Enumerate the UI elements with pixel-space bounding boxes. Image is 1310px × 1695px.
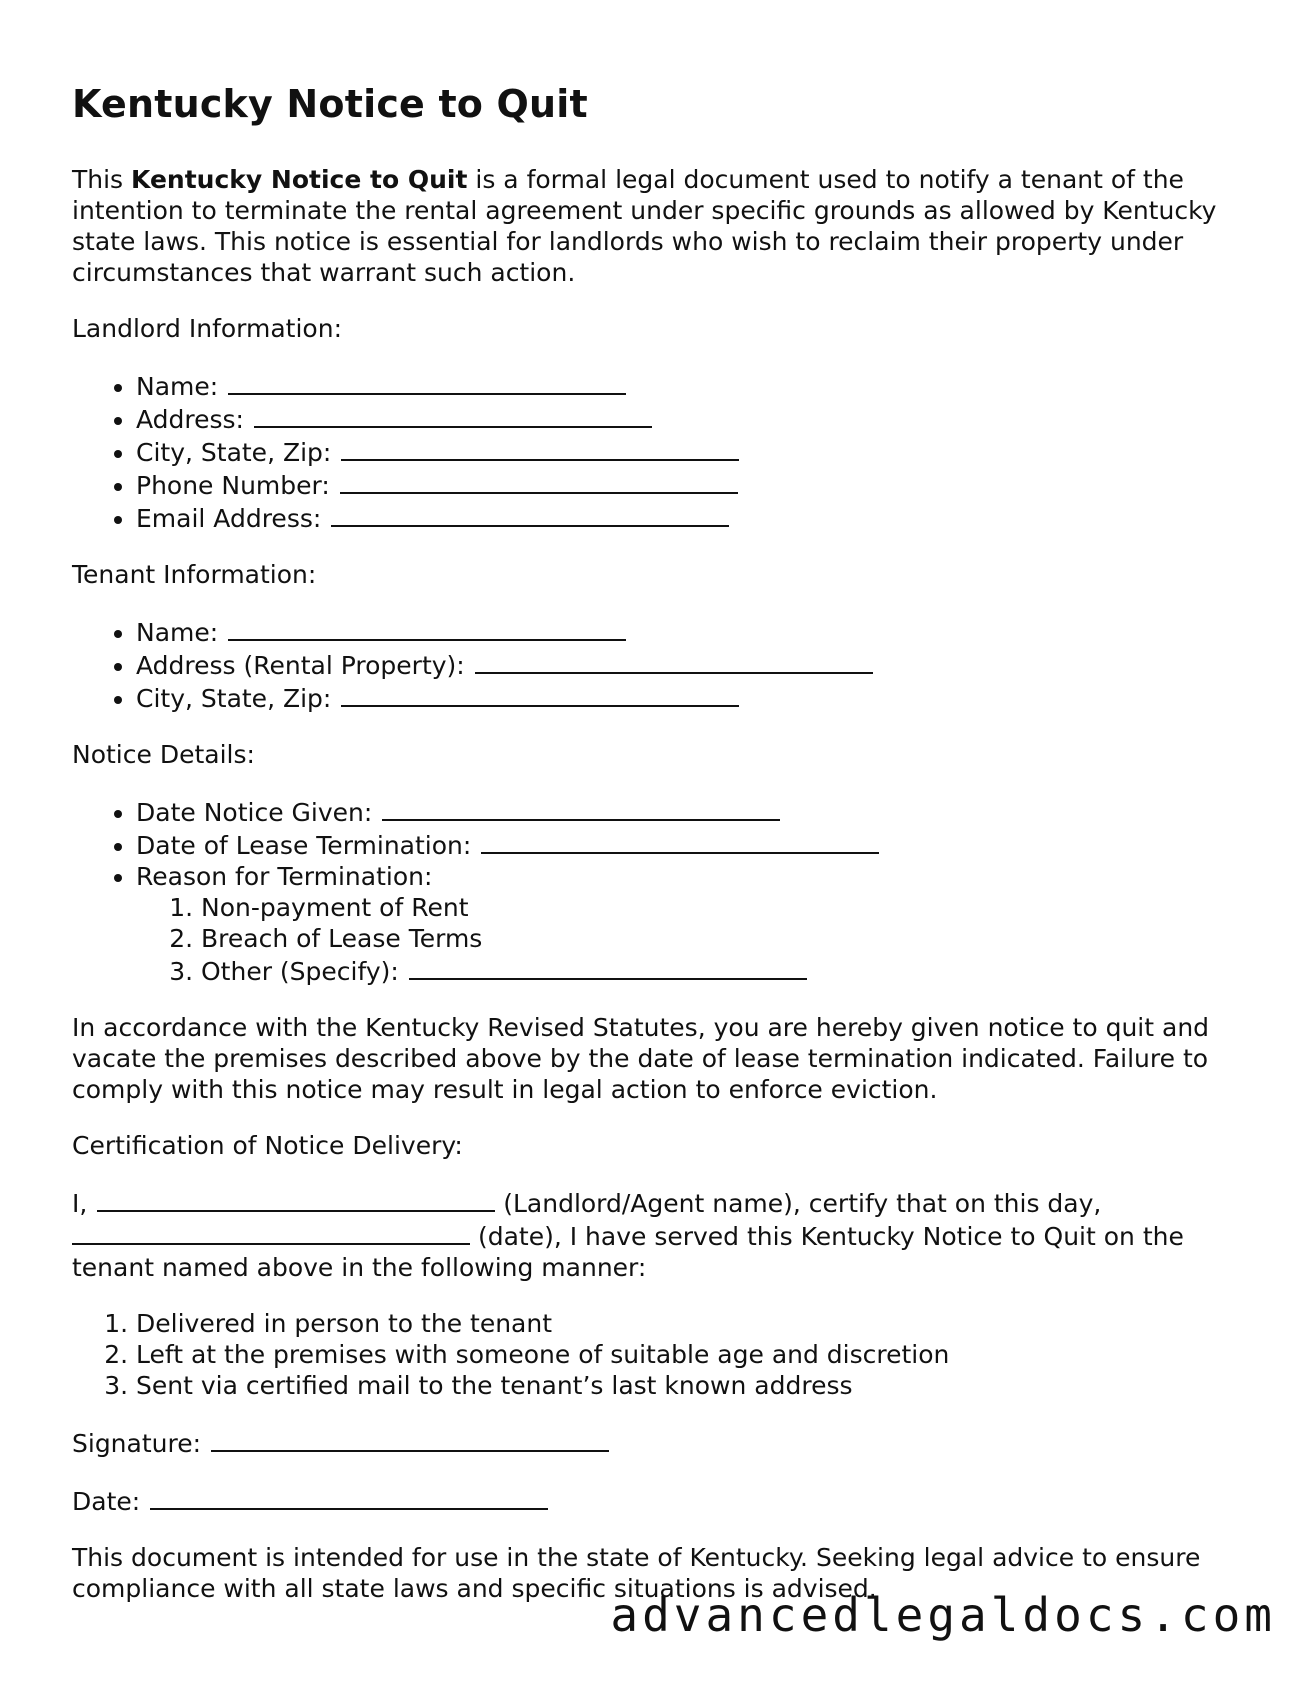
reason-for-termination: • Reason for Termination: 1. Non-payment of Rent 2. Breach of Lease Terms 3. Other (Specify): [136,861,1242,987]
intro-prefix: This [72,165,132,194]
blank-line[interactable] [228,615,626,641]
intro-bold: Kentucky Notice to Quit [131,165,468,194]
delivery-method-item: 2. Left at the premises with someone of suitable age and discretion [136,1339,1242,1370]
signature-field[interactable]: Signature: [72,1426,1242,1459]
tenant-heading: Tenant Information: [72,560,317,589]
blank-line[interactable] [481,828,879,854]
reason-list [136,892,1242,987]
date-lease-termination-field[interactable]: • Date of Lease Termination: [136,828,1242,861]
landlord-address-field[interactable]: • Address: [136,402,1242,435]
blank-line[interactable] [331,501,729,527]
intro-suffix: is a formal legal document used to notify a tenant of the intention to terminate the rental agreement under specific grounds as allowed by Kentucky state laws. This notice is essential for landlords who wish to reclaim their property under circumstances that warrant such action. [72,165,1217,287]
blank-line[interactable] [341,681,739,707]
tenant-address-field[interactable]: • Address (Rental Property): [136,648,1242,681]
reason-item: 1. Non-payment of Rent [201,892,1242,923]
blank-line[interactable] [382,795,780,821]
statute-paragraph: In accordance with the Kentucky Revised Statutes, you are hereby given notice to quit and vacate the premises described above by the date of lease termination indicated. Failure to comply with this notice may result in legal action to enforce eviction. [72,1013,1210,1104]
reason-other-field[interactable]: 3. Other (Specify): [201,954,1242,987]
blank-line[interactable] [211,1426,609,1452]
document-title: Kentucky Notice to Quit [72,82,588,126]
watermark-text: advancedlegaldocs.com [610,1588,1276,1642]
blank-line[interactable] [409,954,807,980]
blank-line[interactable] [228,369,626,395]
notice-heading: Notice Details: [72,740,255,769]
document-page [72,80,1242,1629]
reason-item: 2. Breach of Lease Terms [201,923,1242,954]
blank-line[interactable] [475,648,873,674]
certification-paragraph: I, (Landlord/Agent name), certify that on this day, (date), I have served this Kentucky Notice to Quit on the tenant named above in the following manner: [72,1186,1242,1283]
landlord-heading: Landlord Information: [72,314,342,343]
blank-line[interactable] [254,402,652,428]
certification-heading: Certification of Notice Delivery: [72,1131,463,1160]
delivery-method-item: 1. Delivered in person to the tenant [136,1308,1242,1339]
blank-line[interactable] [341,435,739,461]
date-field[interactable]: Date: [72,1484,1242,1517]
delivery-method-item: 3. Sent via certified mail to the tenant’s last known address [136,1370,1242,1401]
service-date-blank[interactable] [72,1219,470,1245]
agent-name-blank[interactable] [97,1186,495,1212]
blank-line[interactable] [340,468,738,494]
tenant-fields [72,615,1242,714]
delivery-methods [72,1308,1242,1401]
tenant-city-field[interactable]: • City, State, Zip: [136,681,1242,714]
tenant-name-field[interactable]: • Name: [136,615,1242,648]
landlord-city-field[interactable]: • City, State, Zip: [136,435,1242,468]
date-notice-given-field[interactable]: • Date Notice Given: [136,795,1242,828]
landlord-phone-field[interactable]: • Phone Number: [136,468,1242,501]
blank-line[interactable] [150,1484,548,1510]
landlord-name-field[interactable]: • Name: [136,369,1242,402]
notice-fields [72,795,1242,987]
landlord-fields [72,369,1242,534]
landlord-email-field[interactable]: • Email Address: [136,501,1242,534]
disclaimer-paragraph: This document is intended for use in the state of Kentucky. Seeking legal advice to ensure compliance with all state laws and specific situations is advised. [72,1543,1201,1603]
intro-paragraph [72,164,1242,288]
